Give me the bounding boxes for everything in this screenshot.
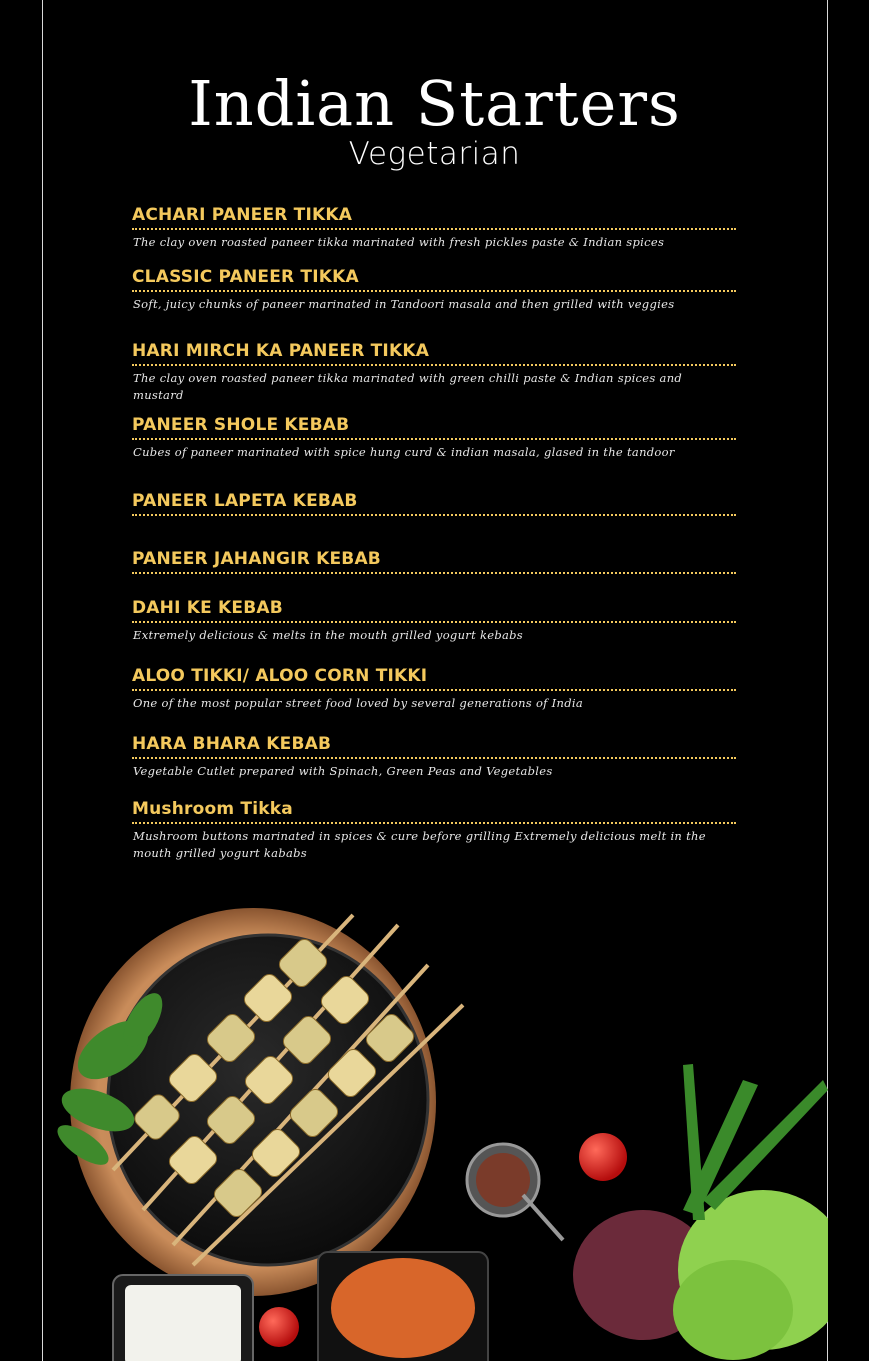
menu-item	[132, 414, 736, 461]
cherry-tomato	[579, 1133, 627, 1181]
menu-item	[132, 597, 736, 644]
menu-item-description: Extremely delicious & melts in the mouth grilled yogurt kebabs	[133, 628, 524, 642]
menu-item-description: Mushroom buttons marinated in spices & cure before grilling Extremely delicious melt in the mouth grilled yogurt kababs	[133, 829, 706, 860]
dotted-divider	[132, 514, 736, 516]
dotted-divider	[132, 621, 736, 623]
menu-item	[132, 266, 736, 313]
menu-item-name: Mushroom Tikka	[132, 799, 293, 819]
page-title: Indian Starters	[188, 67, 681, 140]
menu-item	[132, 340, 736, 404]
dotted-divider	[132, 290, 736, 292]
chutney-bowl	[318, 1252, 488, 1361]
page-subtitle: Vegetarian	[348, 136, 521, 172]
menu-item-description: One of the most popular street food loved by several generations of India	[133, 696, 584, 710]
dotted-divider	[132, 757, 736, 759]
menu-item-description: The clay oven roasted paneer tikka marinated with fresh pickles paste & Indian spices	[133, 235, 665, 249]
dotted-divider	[132, 364, 736, 366]
lettuce-greens	[573, 1064, 828, 1360]
cherry-tomato	[259, 1307, 299, 1347]
dotted-divider	[132, 572, 736, 574]
menu-item-name: PANEER JAHANGIR KEBAB	[132, 549, 381, 569]
menu-item-description: Cubes of paneer marinated with spice hung curd & indian masala, glased in the tandoor	[133, 445, 675, 459]
menu-item-description: Soft, juicy chunks of paneer marinated in Tandoori masala and then grilled with veggies	[133, 297, 675, 311]
menu-item	[132, 733, 736, 780]
menu-item-name: HARI MIRCH KA PANEER TIKKA	[132, 341, 430, 361]
menu-item	[132, 665, 736, 712]
menu-item-name: HARA BHARA KEBAB	[132, 734, 332, 754]
menu-item	[132, 548, 736, 574]
menu-item-name: ALOO TIKKI/ ALOO CORN TIKKI	[132, 666, 428, 686]
menu-item-name: DAHI KE KEBAB	[132, 598, 283, 618]
menu-item-name: PANEER LAPETA KEBAB	[132, 491, 358, 511]
menu-item-name: CLASSIC PANEER TIKKA	[132, 267, 359, 287]
dotted-divider	[132, 228, 736, 230]
menu-item-name: ACHARI PANEER TIKKA	[132, 205, 353, 225]
peppercorn-jar	[467, 1144, 563, 1240]
menu-item-name: PANEER SHOLE KEBAB	[132, 415, 350, 435]
dotted-divider	[132, 689, 736, 691]
menu-item-description: The clay oven roasted paneer tikka marinated with green chilli paste & Indian spices and mustard	[133, 371, 683, 402]
yogurt-dip-bowl	[113, 1275, 253, 1361]
dotted-divider	[132, 438, 736, 440]
menu-item	[132, 490, 736, 516]
menu-item-description: Vegetable Cutlet prepared with Spinach, Green Peas and Vegetables	[133, 764, 553, 778]
dotted-divider	[132, 822, 736, 824]
food-photo	[43, 880, 828, 1361]
menu-item	[132, 798, 736, 862]
menu-item	[132, 204, 736, 251]
